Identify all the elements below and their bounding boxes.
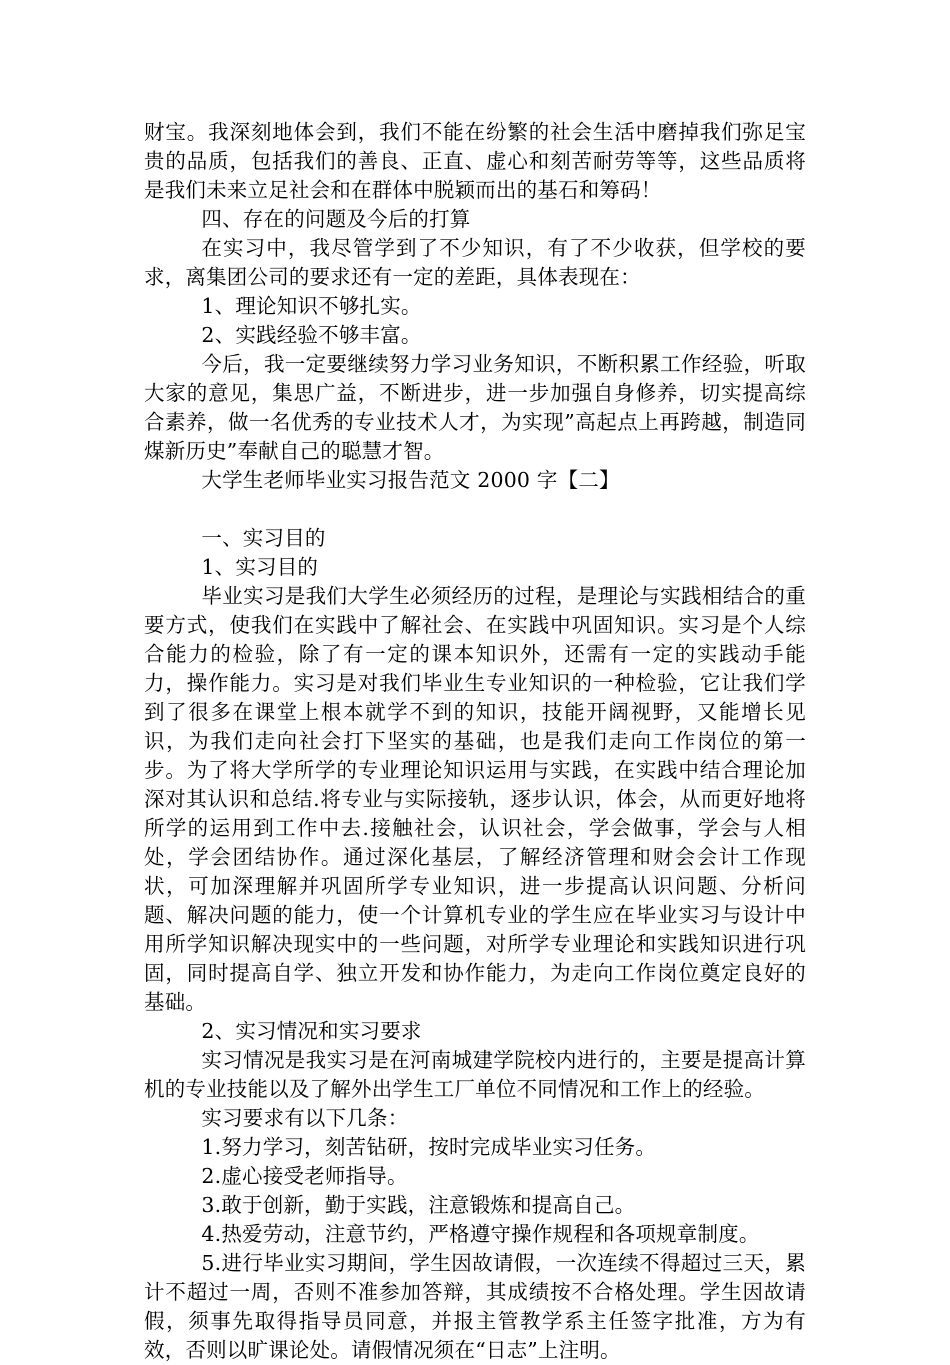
paragraph-situation: 实习情况是我实习是在河南城建学院校内进行的，主要是提高计算机的专业技能以及了解外出学生工厂单位不同情况和工作上的经验。 — [144, 1048, 806, 1101]
blank-line — [144, 495, 806, 524]
list-item-requirement-4: 4.热爱劳动，注意节约，严格遵守操作规程和各项规章制度。 — [201, 1222, 760, 1246]
report-title-two: 大学生老师毕业实习报告范文 2000 字【二】 — [201, 468, 620, 492]
paragraph-purpose: 毕业实习是我们大学生必须经历的过程，是理论与实践相结合的重要方式，使我们在实践中了解社会、在实践中巩固知识。实习是个人综合能力的检验，除了有一定的课本知识外，还需有一定的实践动手能力，操作能力。实习是对我们毕业生专业知识的一种检验，它让我们学到了很多在课堂上根本就学不到的知识，技能开阔视野，又能增长见识，为我们走向社会打下坚实的基础，也是我们走向工作岗位的第一步。为了将大学所学的专业理论知识运用与实践，在实践中结合理论加深对其认识和总结.将专业与实际接轨，逐步认识，体会，从而更好地将所学的运用到工作中去.接触社会，认识社会，学会做事，学会与人相处，学会团结协作。通过深化基层，了解经济管理和财会会计工作现状，可加深理解并巩固所学专业知识，进一步提高认识问题、分析问题、解决问题的能力，使一个计算机专业的学生应在毕业实习与设计中用所学知识解决现实中的一些问题，对所学专业理论和实践知识进行巩固，同时提高自学、独立开发和协作能力，为走向工作岗位奠定良好的基础。 — [144, 584, 806, 1014]
paragraph-future-plans: 今后，我一定要继续努力学习业务知识，不断积累工作经验，听取大家的意见，集思广益，不断进步，进一步加强自身修养，切实提高综合素养，做一名优秀的专业技术人才，为实现”高起点上再跨越，制造同煤新历史”奉献自己的聪慧才智。 — [144, 352, 806, 463]
paragraph-requirements-intro: 实习要求有以下几条： — [201, 1106, 409, 1130]
list-item-requirement-5: 5.进行毕业实习期间，学生因故请假，一次连续不得超过三天，累计不超过一周，否则不准参加答辩，其成绩按不合格处理。学生因故请假，须事先取得指导员同意，并报主管教学系主任签字批准，方为有效，否则以旷课论处。请假情况须在“日志”上注明。 — [144, 1251, 806, 1362]
list-item-requirement-3: 3.敢于创新，勤于实践，注意锻炼和提高自己。 — [201, 1193, 636, 1217]
section-heading-purpose: 一、实习目的 — [201, 526, 326, 550]
subheading-purpose: 1、实习目的 — [201, 555, 319, 579]
list-item-requirement-2: 2.虚心接受老师指导。 — [201, 1164, 408, 1188]
subheading-situation-requirements: 2、实习情况和实习要求 — [201, 1019, 422, 1043]
list-item-requirement-1: 1.努力学习，刻苦钻研，按时完成毕业实习任务。 — [201, 1135, 657, 1159]
list-item-theory: 1、理论知识不够扎实。 — [201, 294, 422, 318]
paragraph-continuation: 财宝。我深刻地体会到，我们不能在纷繁的社会生活中磨掉我们弥足宝贵的品质，包括我们的善良、正直、虚心和刻苦耐劳等等，这些品质将是我们未来立足社会和在群体中脱颖而出的基石和筹码！ — [144, 120, 806, 202]
document-page — [144, 118, 806, 1365]
section-heading-problems: 四、存在的问题及今后的打算 — [201, 207, 471, 231]
list-item-practice: 2、实践经验不够丰富。 — [201, 323, 422, 347]
paragraph-shortcomings: 在实习中，我尽管学到了不少知识，有了不少收获，但学校的要求，离集团公司的要求还有一定的差距，具体表现在： — [144, 236, 806, 289]
